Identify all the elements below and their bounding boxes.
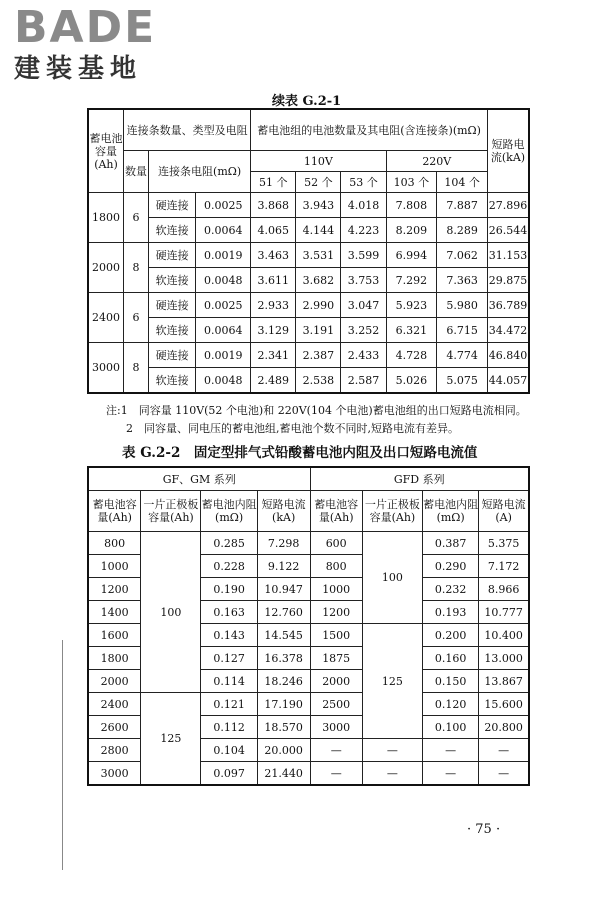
cell: 2.587 xyxy=(341,368,386,394)
cell: 8.966 xyxy=(479,578,529,601)
header-gfd-series: GFD 系列 xyxy=(310,467,529,491)
cell: — xyxy=(362,762,422,786)
site-logo xyxy=(14,2,157,84)
header-res: 蓄电池内阻(mΩ) xyxy=(201,491,257,532)
cell: 2800 xyxy=(88,739,141,762)
cell: 2600 xyxy=(88,716,141,739)
cell: 7.172 xyxy=(479,555,529,578)
cell: 5.980 xyxy=(437,293,488,318)
cell: 1200 xyxy=(88,578,141,601)
header-gf-series: GF、GM 系列 xyxy=(88,467,310,491)
cell: 12.760 xyxy=(257,601,310,624)
cell: 15.600 xyxy=(479,693,529,716)
header-group: 蓄电池组的电池数量及其电阻(含连接条)(mΩ) xyxy=(251,109,488,151)
header-sc-a: 短路电流(A) xyxy=(479,491,529,532)
cell: 5.075 xyxy=(437,368,488,394)
cell: 13.000 xyxy=(479,647,529,670)
cell: 0.0019 xyxy=(196,243,251,268)
cell: 1200 xyxy=(310,601,362,624)
resistance-table-g21 xyxy=(87,108,530,394)
cell: 4.223 xyxy=(341,218,386,243)
note-1: 注:1 同容量 110V(52 个电池)和 220V(104 个电池)蓄电池组的出口短路电流相同。 xyxy=(106,404,527,417)
table-row xyxy=(88,368,529,394)
cell: 5.375 xyxy=(479,532,529,555)
cell: 0.097 xyxy=(201,762,257,786)
cell: 8.289 xyxy=(437,218,488,243)
header-link-type: 连接条数量、类型及电阻 xyxy=(124,109,251,151)
cell: 5.026 xyxy=(386,368,437,394)
cell: 0.0048 xyxy=(196,268,251,293)
cell: 0.0025 xyxy=(196,293,251,318)
cell: — xyxy=(422,739,478,762)
cell: 7.363 xyxy=(437,268,488,293)
cell: 2.387 xyxy=(296,343,341,368)
cell: — xyxy=(479,739,529,762)
cell: 2.433 xyxy=(341,343,386,368)
cell: 0.143 xyxy=(201,624,257,647)
cell: 4.065 xyxy=(251,218,296,243)
header-res: 蓄电池内阻(mΩ) xyxy=(422,491,478,532)
header-short-circuit: 短路电流(kA) xyxy=(488,109,530,193)
cell: 2.933 xyxy=(251,293,296,318)
header-capacity: 蓄电池容量(Ah) xyxy=(88,109,124,193)
cell: 6.994 xyxy=(386,243,437,268)
cell: 9.122 xyxy=(257,555,310,578)
cell: 100 xyxy=(141,532,201,693)
logo-wordmark: BADE xyxy=(14,2,157,53)
cell: 3.868 xyxy=(251,193,296,218)
cell: 14.545 xyxy=(257,624,310,647)
scan-margin-line xyxy=(62,640,63,870)
cell: 软连接 xyxy=(149,218,196,243)
cell: 0.290 xyxy=(422,555,478,578)
cell: 3000 xyxy=(88,762,141,786)
cell: 软连接 xyxy=(149,318,196,343)
cell: 0.228 xyxy=(201,555,257,578)
cell: 0.104 xyxy=(201,739,257,762)
cell: 8.209 xyxy=(386,218,437,243)
cell: 34.472 xyxy=(488,318,530,343)
cell: 3.599 xyxy=(341,243,386,268)
cell: 3.191 xyxy=(296,318,341,343)
header-cap: 蓄电池容量(Ah) xyxy=(88,491,141,532)
cell: 0.200 xyxy=(422,624,478,647)
cell: — xyxy=(479,762,529,786)
header-sc-ka: 短路电流(kA) xyxy=(257,491,310,532)
cell: 1500 xyxy=(310,624,362,647)
cell: 1400 xyxy=(88,601,141,624)
header-c103: 103 个 xyxy=(386,172,437,193)
cell: 600 xyxy=(310,532,362,555)
table-row xyxy=(88,193,529,218)
cell: 1800 xyxy=(88,193,124,243)
cell: 0.387 xyxy=(422,532,478,555)
cell: 2000 xyxy=(88,670,141,693)
cell: 3.252 xyxy=(341,318,386,343)
cell: 软连接 xyxy=(149,368,196,394)
cell: 4.144 xyxy=(296,218,341,243)
cell: 7.298 xyxy=(257,532,310,555)
cell: 44.057 xyxy=(488,368,530,394)
cell: 3.943 xyxy=(296,193,341,218)
cell: 46.840 xyxy=(488,343,530,368)
cell: 3.463 xyxy=(251,243,296,268)
cell: 10.947 xyxy=(257,578,310,601)
cell: 6.715 xyxy=(437,318,488,343)
header-plate: 一片正极板容量(Ah) xyxy=(141,491,201,532)
cell: 18.246 xyxy=(257,670,310,693)
cell: 3000 xyxy=(88,343,124,394)
logo-subtitle: 建装基地 xyxy=(14,54,143,84)
cell: 0.190 xyxy=(201,578,257,601)
resistance-table-g22 xyxy=(87,466,530,786)
cell: 硬连接 xyxy=(149,243,196,268)
cell: 3.682 xyxy=(296,268,341,293)
cell: 2400 xyxy=(88,293,124,343)
cell: 硬连接 xyxy=(149,193,196,218)
header-plate: 一片正极板容量(Ah) xyxy=(362,491,422,532)
cell: 2.538 xyxy=(296,368,341,394)
table-row xyxy=(88,532,529,555)
cell: 2400 xyxy=(88,693,141,716)
cell: — xyxy=(310,762,362,786)
cell: 1800 xyxy=(88,647,141,670)
cell: 20.800 xyxy=(479,716,529,739)
cell: 0.0064 xyxy=(196,218,251,243)
cell: 18.570 xyxy=(257,716,310,739)
header-110v: 110V xyxy=(251,151,386,172)
cell: 2000 xyxy=(310,670,362,693)
cell: 36.789 xyxy=(488,293,530,318)
cell: 26.544 xyxy=(488,218,530,243)
cell: 2.489 xyxy=(251,368,296,394)
table-notes xyxy=(106,402,527,438)
header-cap: 蓄电池容量(Ah) xyxy=(310,491,362,532)
cell: 1875 xyxy=(310,647,362,670)
cell: 800 xyxy=(88,532,141,555)
cell: 8 xyxy=(124,243,149,293)
table1-caption: 续表 G.2-1 xyxy=(272,94,342,109)
cell: 0.0019 xyxy=(196,343,251,368)
cell: 0.0048 xyxy=(196,368,251,394)
cell: 0.114 xyxy=(201,670,257,693)
table-row xyxy=(88,268,529,293)
cell: 6 xyxy=(124,293,149,343)
cell: 0.0064 xyxy=(196,318,251,343)
cell: 800 xyxy=(310,555,362,578)
cell: 3.531 xyxy=(296,243,341,268)
table-row xyxy=(88,243,529,268)
cell: 7.062 xyxy=(437,243,488,268)
cell: 7.808 xyxy=(386,193,437,218)
cell: 5.923 xyxy=(386,293,437,318)
cell: 125 xyxy=(362,624,422,739)
cell: 10.400 xyxy=(479,624,529,647)
table-row xyxy=(88,343,529,368)
cell: 2.990 xyxy=(296,293,341,318)
cell: 7.292 xyxy=(386,268,437,293)
cell: 0.163 xyxy=(201,601,257,624)
cell: 16.378 xyxy=(257,647,310,670)
cell: 硬连接 xyxy=(149,343,196,368)
cell: 2.341 xyxy=(251,343,296,368)
cell: 21.440 xyxy=(257,762,310,786)
table-row xyxy=(88,293,529,318)
cell: — xyxy=(422,762,478,786)
cell: 0.232 xyxy=(422,578,478,601)
cell: 硬连接 xyxy=(149,293,196,318)
cell: 0.285 xyxy=(201,532,257,555)
table2-caption: 表 G.2-2 固定型排气式铅酸蓄电池内阻及出口短路电流值 xyxy=(122,445,478,461)
cell: 3.611 xyxy=(251,268,296,293)
cell: 100 xyxy=(362,532,422,624)
cell: 0.100 xyxy=(422,716,478,739)
header-220v: 220V xyxy=(386,151,487,172)
cell: 7.887 xyxy=(437,193,488,218)
cell: 3.047 xyxy=(341,293,386,318)
cell: 0.193 xyxy=(422,601,478,624)
cell: 1000 xyxy=(310,578,362,601)
cell: 29.875 xyxy=(488,268,530,293)
cell: 8 xyxy=(124,343,149,394)
cell: 3.129 xyxy=(251,318,296,343)
header-c53: 53 个 xyxy=(341,172,386,193)
cell: 4.728 xyxy=(386,343,437,368)
header-qty: 数量 xyxy=(124,151,149,193)
cell: 0.127 xyxy=(201,647,257,670)
cell: 17.190 xyxy=(257,693,310,716)
cell: 3.753 xyxy=(341,268,386,293)
cell: 软连接 xyxy=(149,268,196,293)
cell: — xyxy=(362,739,422,762)
cell: 0.121 xyxy=(201,693,257,716)
cell: 0.160 xyxy=(422,647,478,670)
cell: 4.018 xyxy=(341,193,386,218)
cell: 27.896 xyxy=(488,193,530,218)
cell: 0.120 xyxy=(422,693,478,716)
cell: 31.153 xyxy=(488,243,530,268)
cell: 20.000 xyxy=(257,739,310,762)
header-c51: 51 个 xyxy=(251,172,296,193)
table-row xyxy=(88,318,529,343)
cell: 125 xyxy=(141,693,201,786)
header-c52: 52 个 xyxy=(296,172,341,193)
cell: 13.867 xyxy=(479,670,529,693)
cell: 0.0025 xyxy=(196,193,251,218)
table-row xyxy=(88,218,529,243)
cell: 1000 xyxy=(88,555,141,578)
cell: 6.321 xyxy=(386,318,437,343)
page-number: · 75 · xyxy=(467,822,501,837)
note-2: 2 同容量、同电压的蓄电池组,蓄电池个数不同时,短路电流有差异。 xyxy=(126,422,459,435)
header-c104: 104 个 xyxy=(437,172,488,193)
cell: 10.777 xyxy=(479,601,529,624)
cell: 2500 xyxy=(310,693,362,716)
cell: 6 xyxy=(124,193,149,243)
cell: 2000 xyxy=(88,243,124,293)
cell: 0.112 xyxy=(201,716,257,739)
cell: 1600 xyxy=(88,624,141,647)
cell: 3000 xyxy=(310,716,362,739)
table-row xyxy=(88,693,529,716)
cell: — xyxy=(310,739,362,762)
header-link-res: 连接条电阻(mΩ) xyxy=(149,151,251,193)
cell: 0.150 xyxy=(422,670,478,693)
cell: 4.774 xyxy=(437,343,488,368)
